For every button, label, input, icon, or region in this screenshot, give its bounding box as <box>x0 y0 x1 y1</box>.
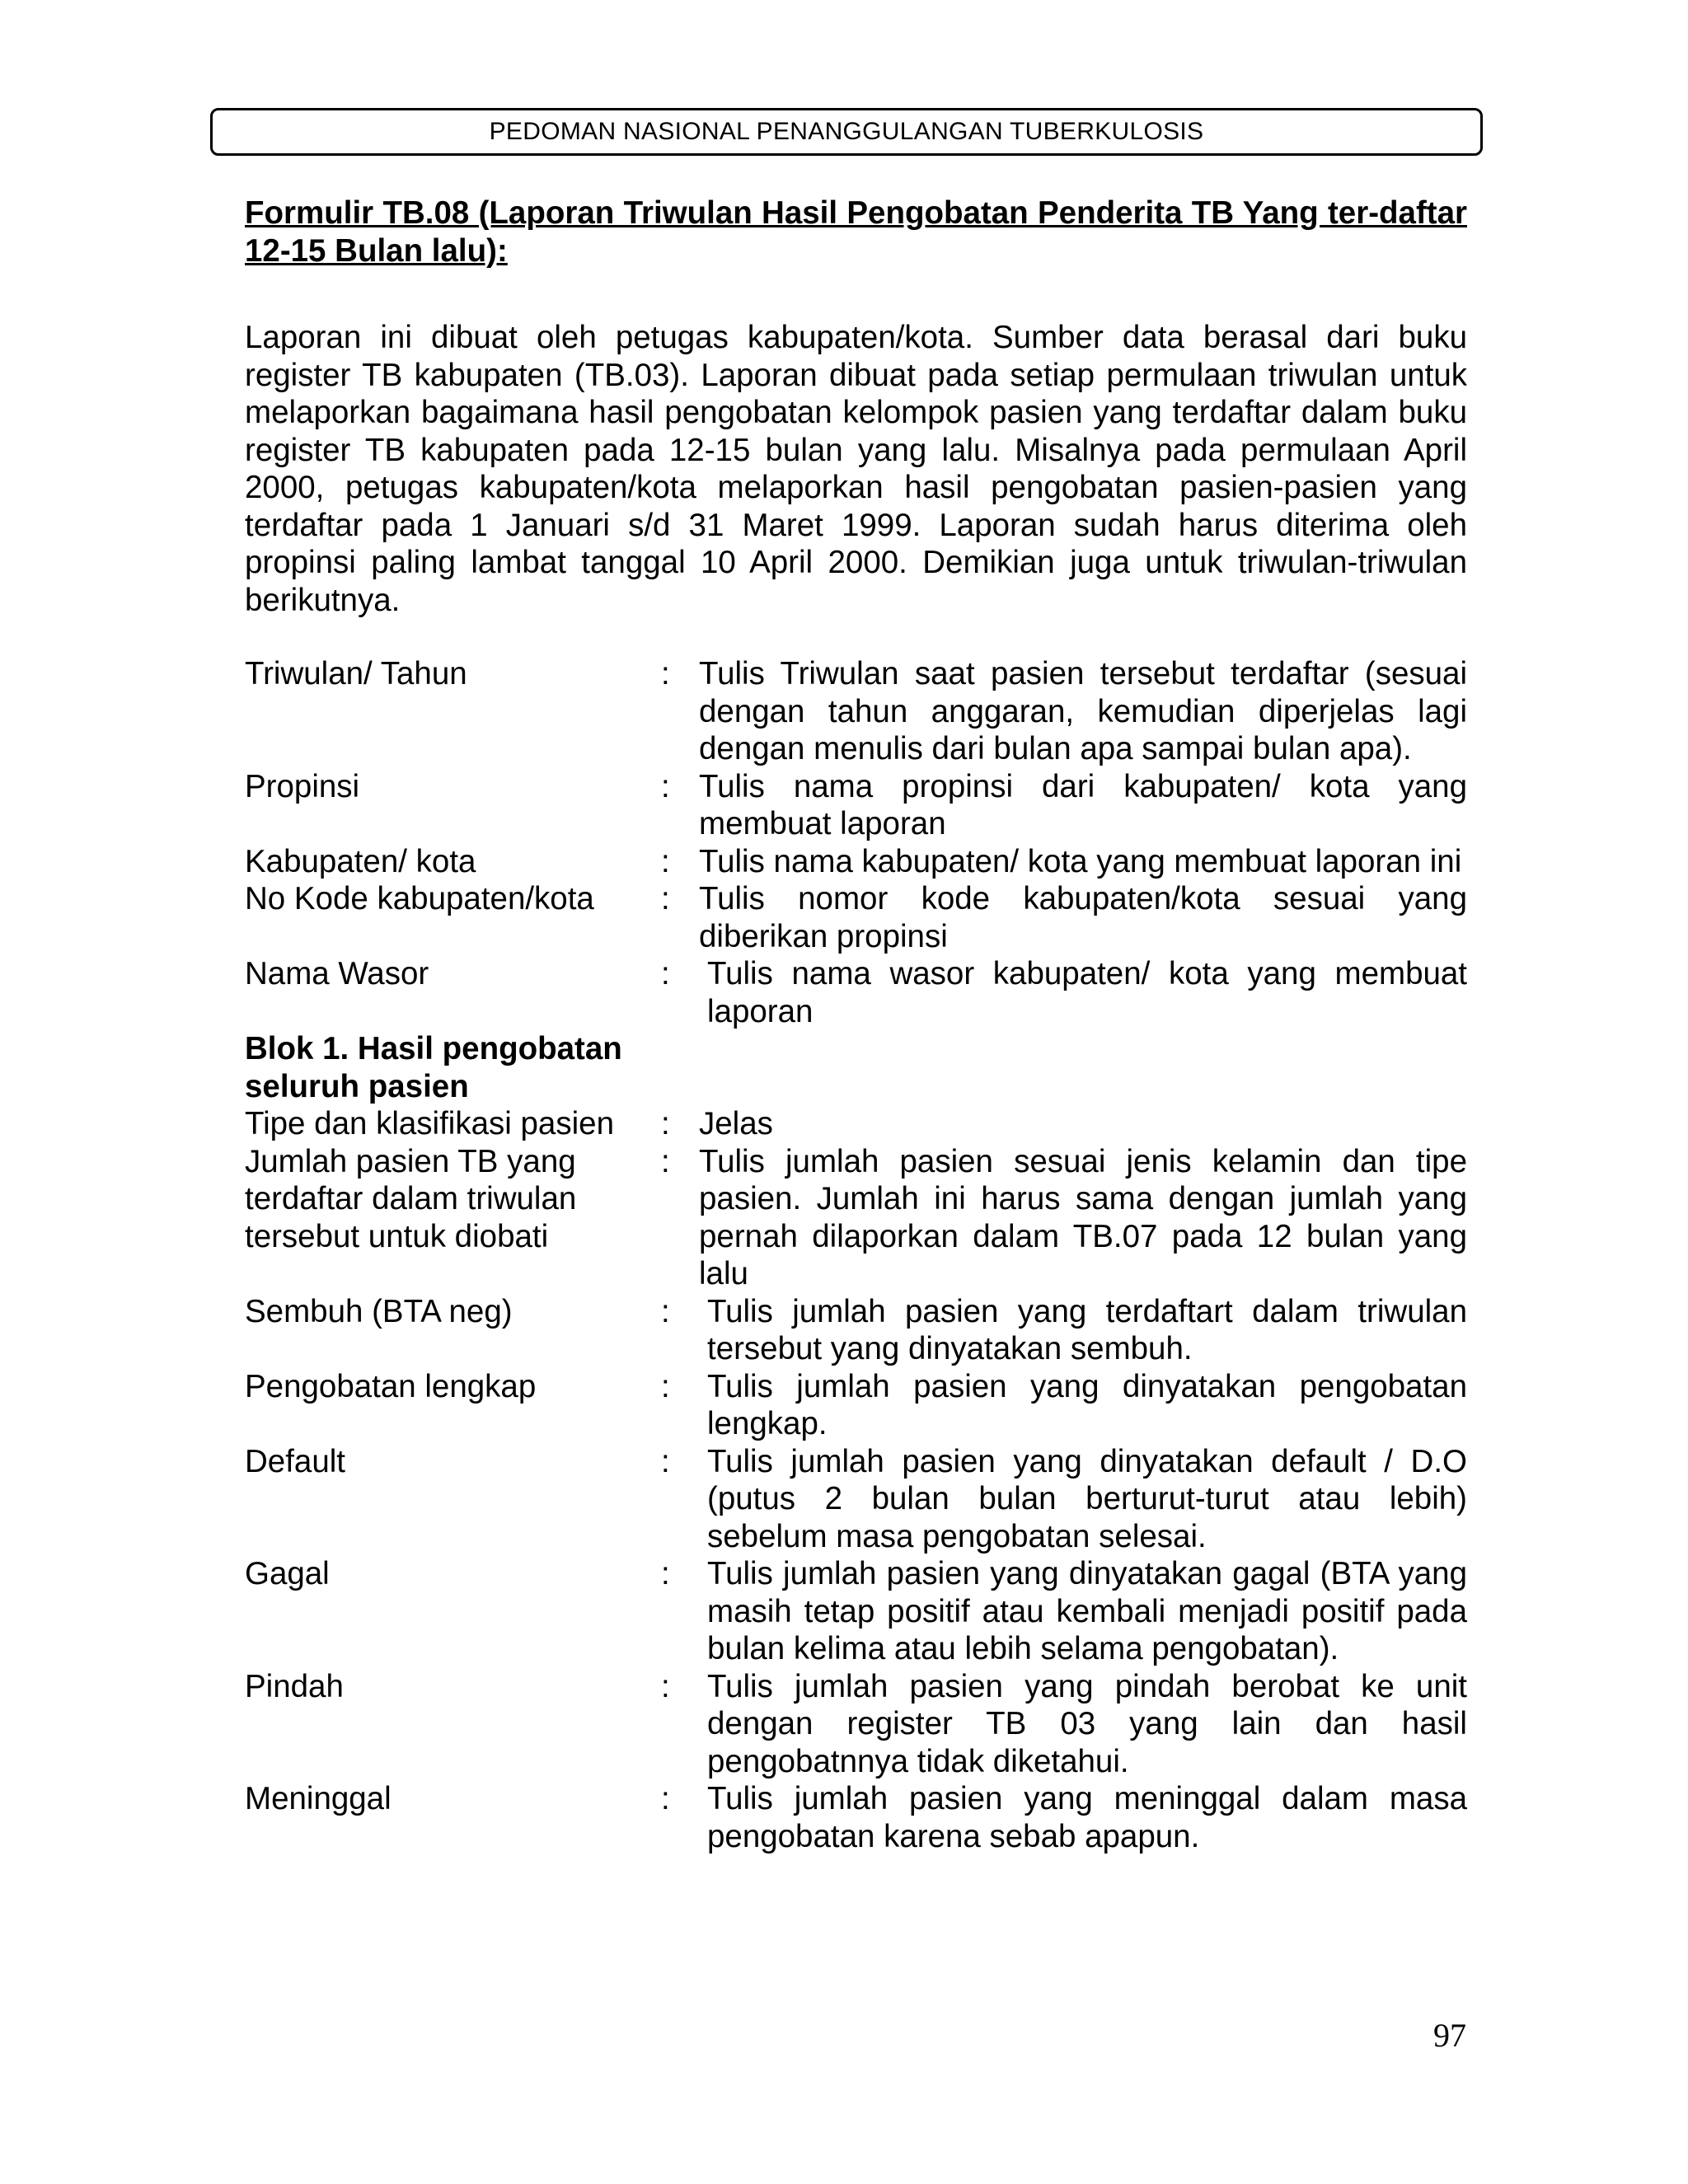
field-label: No Kode kabupaten/kota <box>245 881 594 916</box>
field-description: Tulis nama kabupaten/ kota yang membuat laporan ini <box>699 843 1462 879</box>
field-description: Tulis jumlah pasien yang dinyatakan pengobatan lengkap. <box>707 1368 1467 1441</box>
field-label: Jumlah pasien TB yang terdaftar dalam triwulan tersebut untuk diobati <box>245 1143 577 1254</box>
field-row <box>245 1668 1467 1781</box>
field-row <box>245 1143 1467 1293</box>
page-content <box>245 194 1467 1855</box>
field-description: Tulis nama propinsi dari kabupaten/ kota yang membuat laporan <box>699 768 1467 841</box>
field-description: Tulis jumlah pasien yang meninggal dalam masa pengobatan karena sebab apapun. <box>707 1781 1467 1854</box>
field-row <box>245 655 1467 768</box>
field-colon: : <box>661 956 670 991</box>
field-colon: : <box>661 1556 670 1591</box>
field-row <box>245 955 1467 1030</box>
field-colon: : <box>661 1668 670 1704</box>
field-label: Pengobatan lengkap <box>245 1368 537 1404</box>
field-row <box>245 880 1467 955</box>
field-colon: : <box>661 881 670 916</box>
section-title: Formulir TB.08 (Laporan Triwulan Hasil Pengobatan Penderita TB Yang ter-daftar 12-15 Bulan lalu): <box>245 195 1467 269</box>
field-row <box>245 1105 1467 1143</box>
blok-heading: Blok 1. Hasil pengobatan seluruh pasien <box>245 1031 622 1104</box>
field-description: Tulis jumlah pasien yang pindah berobat ke unit dengan register TB 03 yang lain dan hasil pengobatnnya tidak diketahui. <box>707 1668 1467 1779</box>
field-description: Tulis jumlah pasien sesuai jenis kelamin dan tipe pasien. Jumlah ini harus sama dengan jumlah yang pernah dilaporkan dalam TB.07 pada 12 bulan yang lalu <box>699 1143 1467 1291</box>
field-description: Tulis jumlah pasien yang dinyatakan default / D.O (putus 2 bulan bulan berturut-turut atau lebih) sebelum masa pengobatan selesai. <box>707 1443 1467 1554</box>
page-number: 97 <box>1433 2017 1466 2054</box>
field-label: Nama Wasor <box>245 956 429 991</box>
field-row <box>245 1293 1467 1368</box>
field-colon: : <box>661 1106 670 1141</box>
field-row <box>245 768 1467 843</box>
field-row <box>245 1555 1467 1668</box>
field-description: Tulis nama wasor kabupaten/ kota yang membuat laporan <box>707 956 1467 1029</box>
field-label: Triwulan/ Tahun <box>245 656 467 691</box>
field-description: Tulis jumlah pasien yang terdaftart dalam triwulan tersebut yang dinyatakan sembuh. <box>707 1293 1467 1366</box>
field-label: Kabupaten/ kota <box>245 843 476 879</box>
field-colon: : <box>661 1293 670 1329</box>
field-label: Pindah <box>245 1668 344 1704</box>
field-colon: : <box>661 1143 670 1179</box>
field-description: Tulis Triwulan saat pasien tersebut terdaftar (sesuai dengan tahun anggaran, kemudian diperjelas lagi dengan menulis dari bulan apa sampai bulan apa). <box>699 656 1467 766</box>
field-row <box>245 1368 1467 1443</box>
field-description: Jelas <box>699 1106 773 1141</box>
field-colon: : <box>661 843 670 879</box>
running-header <box>210 108 1483 156</box>
field-description: Tulis nomor kode kabupaten/kota sesuai yang diberikan propinsi <box>699 881 1467 954</box>
field-label: Meninggal <box>245 1781 392 1816</box>
field-row <box>245 1780 1467 1855</box>
field-label: Sembuh (BTA neg) <box>245 1293 513 1329</box>
field-label: Tipe dan klasifikasi pasien <box>245 1106 614 1141</box>
field-description: Tulis jumlah pasien yang dinyatakan gagal (BTA yang masih tetap positif atau kembali menjadi positif pada bulan kelima atau lebih selama pengobatan). <box>707 1556 1467 1666</box>
field-row <box>245 843 1467 881</box>
field-colon: : <box>661 1781 670 1816</box>
field-list <box>245 655 1467 1855</box>
field-colon: : <box>661 768 670 804</box>
field-row <box>245 1443 1467 1556</box>
field-label: Propinsi <box>245 768 360 804</box>
field-colon: : <box>661 656 670 691</box>
field-label: Default <box>245 1443 345 1479</box>
field-label: Gagal <box>245 1556 330 1591</box>
field-colon: : <box>661 1443 670 1479</box>
running-header-text: PEDOMAN NASIONAL PENANGGULANGAN TUBERKULOSIS <box>489 118 1204 145</box>
field-colon: : <box>661 1368 670 1404</box>
intro-paragraph: Laporan ini dibuat oleh petugas kabupaten/kota. Sumber data berasal dari buku register TB kabupaten (TB.03). Laporan dibuat pada setiap permulaan triwulan untuk melaporkan bagaimana hasil pengobatan kelompok pasien yang terdaftar dalam buku register TB kabupaten pada 12-15 bulan yang lalu. Misalnya pada permulaan April 2000, petugas kabupaten/kota melaporkan hasil pengobatan pasien-pasien yang terdaftar pada 1 Januari s/d 31 Maret 1999. Laporan sudah harus diterima oleh propinsi paling lambat tanggal 10 April 2000. Demikian juga untuk triwulan-triwulan berikutnya. <box>245 320 1467 618</box>
